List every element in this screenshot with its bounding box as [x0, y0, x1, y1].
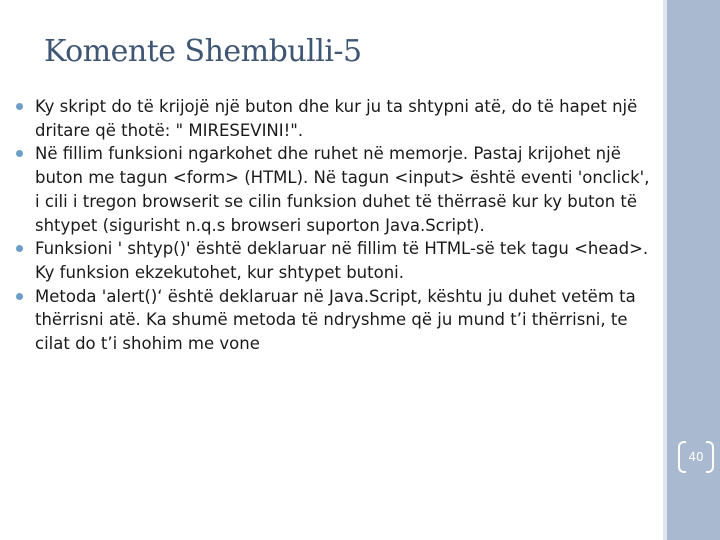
bullet-dot-icon [16, 293, 23, 300]
bullet-dot-icon [16, 103, 23, 110]
slide-title: Komente Shembulli-5 [44, 34, 362, 69]
page-number: 40 [688, 450, 704, 464]
right-bracket-icon [706, 441, 714, 473]
bullet-item [16, 285, 656, 356]
bullet-list [16, 95, 656, 356]
bullet-text: Ky skript do të krijojë një buton dhe kur ju ta shtypni atë, do të hapet një dritare që thotë: " MIRESEVINI!". [35, 97, 638, 140]
bullet-text: Metoda 'alert()‘ është deklaruar në Java.Script, kështu ju duhet vetëm ta thërrisni atë. Ka shumë metoda të ndryshme që ju mund t’i thërrisni, te cilat do t’i shohim me vone [35, 286, 636, 354]
bullet-item [16, 237, 656, 284]
left-bracket-icon [678, 441, 686, 473]
bullet-item [16, 142, 656, 237]
bullet-dot-icon [16, 245, 23, 252]
bullet-text: Në fillim funksioni ngarkohet dhe ruhet në memorje. Pastaj krijohet një buton me tagun <form> (HTML). Në tagun <input> është eventi 'onclick', i cili i tregon browserit se cilin funksion duhet të thërrasë kur ky buton të shtypet (sigurisht n.q.s browseri suporton Java.Script). [35, 144, 650, 235]
bullet-item [16, 95, 656, 142]
bullet-dot-icon [16, 150, 23, 157]
page-number-badge [678, 441, 714, 475]
bullet-text: Funksioni ' shtyp()' është deklaruar në fillim të HTML-së tek tagu <head>. Ky funksion ekzekutohet, kur shtypet butoni. [35, 239, 649, 282]
